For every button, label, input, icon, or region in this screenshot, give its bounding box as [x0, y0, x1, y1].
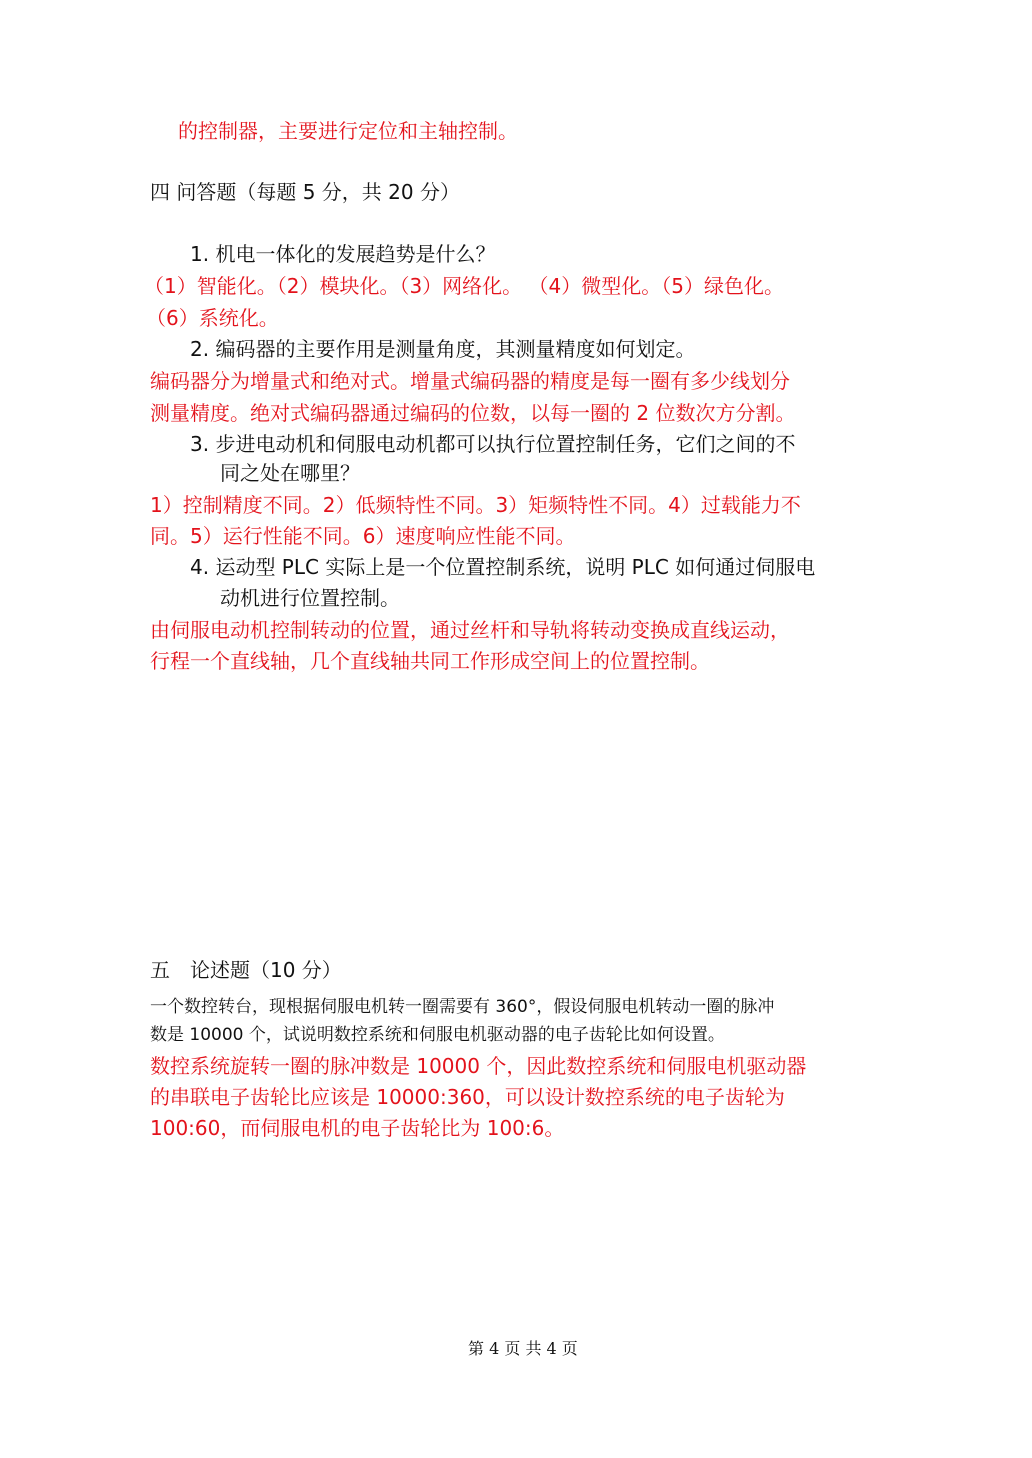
answer-1-line-1: （1）智能化。（2）模块化。（3）网络化。 （4）微型化。（5）绿色化。 — [144, 274, 784, 298]
answer-continuation: 的控制器，主要进行定位和主轴控制。 — [178, 119, 518, 143]
answer-2-line-2: 测量精度。绝对式编码器通过编码的位数，以每一圈的 2 位数次方分割。 — [150, 401, 796, 425]
section-5-answer-line-3: 100:60，而伺服电机的电子齿轮比为 100:6。 — [150, 1116, 565, 1140]
section-5-heading: 五 论述题（10 分） — [150, 958, 342, 982]
answer-2-line-1: 编码器分为增量式和绝对式。增量式编码器的精度是每一圈有多少线划分 — [150, 369, 790, 393]
question-1: 1. 机电一体化的发展趋势是什么？ — [190, 242, 496, 266]
question-3-line-1: 3. 步进电动机和伺服电动机都可以执行位置控制任务，它们之间的不 — [190, 432, 796, 456]
answer-3-line-2: 同。5）运行性能不同。6）速度响应性能不同。 — [150, 524, 576, 548]
section-5-answer-line-2: 的串联电子齿轮比应该是 10000:360，可以设计数控系统的电子齿轮为 — [150, 1085, 785, 1109]
question-4-line-2: 动机进行位置控制。 — [220, 586, 400, 610]
answer-3-line-1: 1）控制精度不同。2）低频特性不同。3）矩频特性不同。4）过载能力不 — [150, 493, 801, 517]
section-5-question-line-1: 一个数控转台，现根据伺服电机转一圈需要有 360°，假设伺服电机转动一圈的脉冲 — [150, 997, 775, 1017]
question-3-line-2: 同之处在哪里？ — [220, 461, 360, 485]
section-5-question-line-2: 数是 10000 个，试说明数控系统和伺服电机驱动器的电子齿轮比如何设置。 — [150, 1025, 725, 1045]
answer-4-line-1: 由伺服电动机控制转动的位置，通过丝杆和导轨将转动变换成直线运动， — [150, 618, 790, 642]
page-footer: 第 4 页 共 4 页 — [468, 1339, 578, 1358]
question-2: 2. 编码器的主要作用是测量角度，其测量精度如何划定。 — [190, 337, 696, 361]
answer-4-line-2: 行程一个直线轴，几个直线轴共同工作形成空间上的位置控制。 — [150, 649, 710, 673]
section-5-answer-line-1: 数控系统旋转一圈的脉冲数是 10000 个，因此数控系统和伺服电机驱动器 — [150, 1054, 807, 1078]
question-4-line-1: 4. 运动型 PLC 实际上是一个位置控制系统，说明 PLC 如何通过伺服电 — [190, 555, 816, 579]
answer-1-line-2: （6）系统化。 — [146, 306, 279, 330]
section-4-heading: 四 问答题（每题 5 分，共 20 分） — [150, 180, 460, 204]
